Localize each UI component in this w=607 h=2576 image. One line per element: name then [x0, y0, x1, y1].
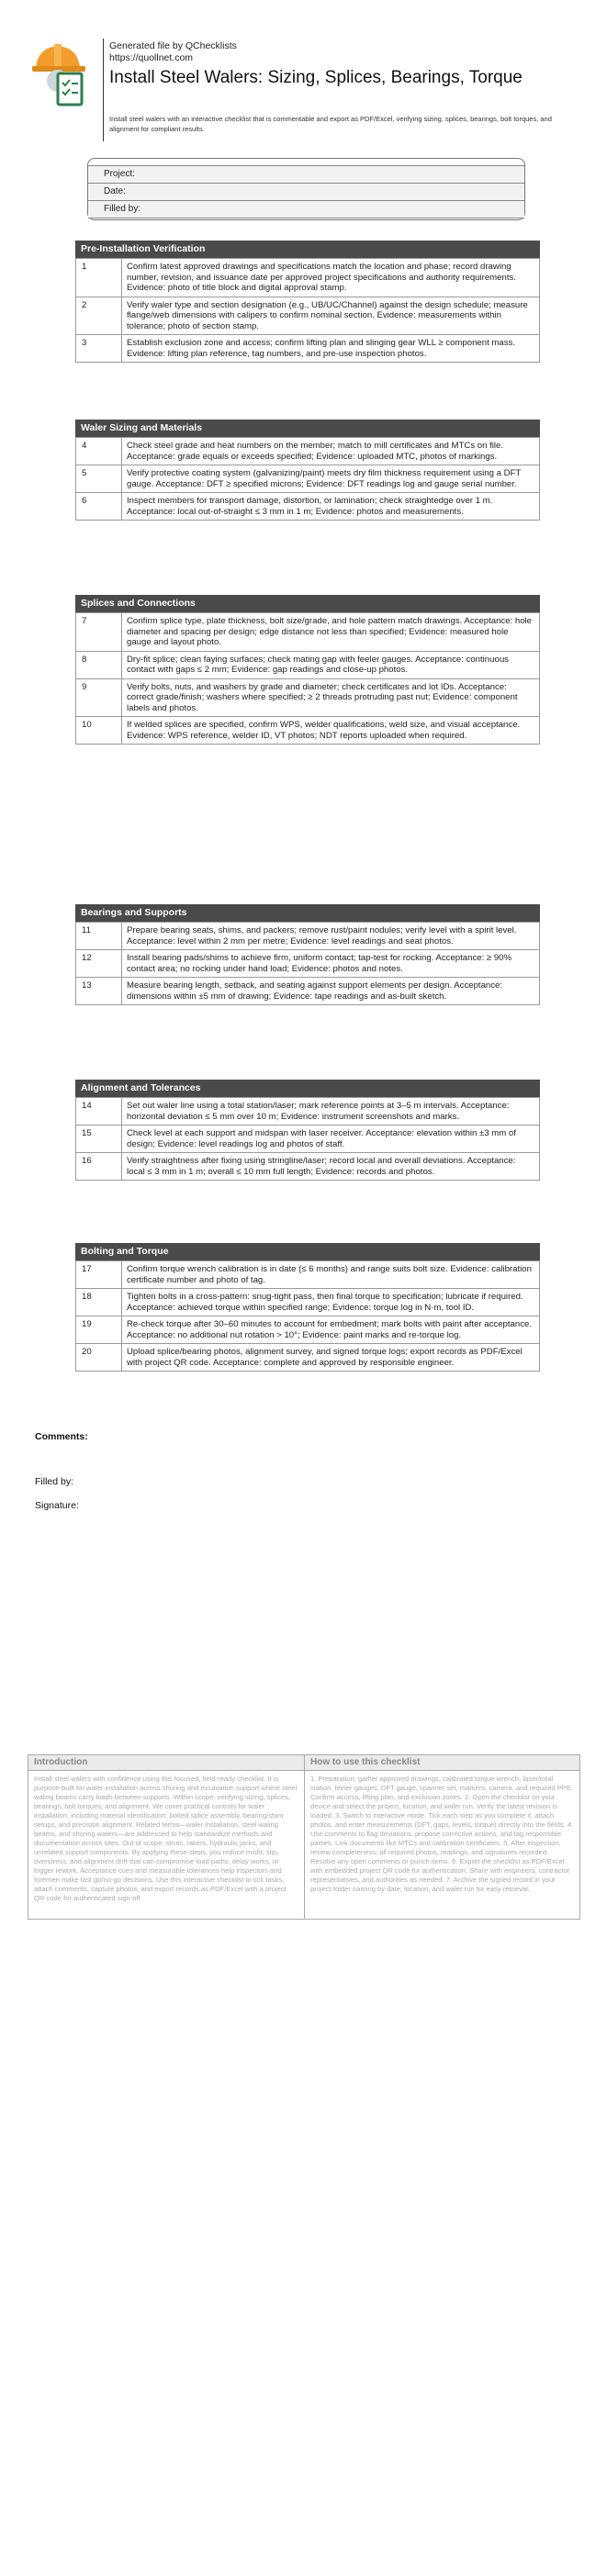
checklist-row[interactable]	[76, 465, 540, 493]
item-number: 17	[76, 1261, 122, 1289]
section-header: Bolting and Torque	[75, 1243, 540, 1260]
checklist-row[interactable]	[76, 1126, 540, 1153]
checklist-section	[75, 241, 540, 363]
item-number: 19	[76, 1316, 122, 1344]
item-text: Confirm torque wrench calibration is in date (≤ 6 months) and range suits bolt size. Evidence: calibration certificate number and photo of tag.	[122, 1261, 540, 1289]
checklist-section	[75, 1080, 540, 1181]
item-text: Verify straightness after fixing using stringline/laser; record local and overall deviations. Acceptance: local ≤ 3 mm in 1 m; overall ≤ 10 mm full length; Evidence: records and photos.	[122, 1153, 540, 1181]
header-divider	[103, 39, 104, 141]
item-text: Measure bearing length, setback, and seating against support elements per design. Acceptance: dimensions within ±5 mm of drawing; Evidence: tape readings and as-built sketch.	[122, 978, 540, 1005]
checklist-row[interactable]	[76, 335, 540, 363]
item-text: Install bearing pads/shims to achieve firm, uniform contact; tap-test for rocking. Acceptance: ≥ 90% contact area; no rocking under hand load; Evidence: photos and notes.	[122, 950, 540, 978]
item-number: 12	[76, 950, 122, 978]
item-number: 9	[76, 678, 122, 717]
item-text: Tighten bolts in a cross-pattern: snug-tight pass, then final torque to specification; lubricate if required. Acceptance: achieved torque within specified range; Evidence: torque log in N·m, tool ID.	[122, 1289, 540, 1316]
checklist-table	[75, 922, 540, 1005]
item-text: Dry-fit splice; clean faying surfaces; check mating gap with feeler gauges. Acceptance: continuous contact with gaps ≤ 2 mm; Evidence: gap readings and close-up photos.	[122, 651, 540, 678]
item-number: 1	[76, 259, 122, 297]
checklist-row[interactable]	[76, 678, 540, 717]
item-number: 11	[76, 923, 122, 950]
item-number: 20	[76, 1344, 122, 1372]
date-label: Date:	[104, 186, 126, 196]
section-header: Pre-Installation Verification	[75, 241, 540, 258]
project-label: Project:	[104, 169, 135, 179]
item-text: Check steel grade and heat numbers on the member; match to mill certificates and MTCs on file. Acceptance: grade equals or exceeds specified; Evidence: uploaded MTC, photos of markings.	[122, 438, 540, 465]
item-text: Set out waler line using a total station/laser; mark reference points at 3–5 m intervals. Acceptance: horizontal deviation ≤ 5 mm over 10 m; Evidence: instrument screenshots and marks.	[122, 1098, 540, 1126]
item-number: 4	[76, 438, 122, 465]
section-header: Alignment and Tolerances	[75, 1080, 540, 1097]
item-number: 3	[76, 335, 122, 363]
page-title: Install Steel Walers: Sizing, Splices, Bearings, Torque	[109, 68, 523, 87]
item-number: 6	[76, 493, 122, 521]
checklist-section	[75, 595, 540, 745]
date-field[interactable]	[88, 183, 524, 201]
item-number: 14	[76, 1098, 122, 1126]
item-text: Establish exclusion zone and access; confirm lifting plan and slinging gear WLL ≥ component mass. Evidence: lifting plan reference, tag numbers, and pre-use inspection photos.	[122, 335, 540, 363]
signature-label: Signature:	[35, 1500, 79, 1511]
checklist-table	[75, 1097, 540, 1181]
item-text: Confirm latest approved drawings and specifications match the location and phase; record drawing number, revision, and issuance date per approved project specifications and authority requirements. Evidence: photo of title block and digital approval stamp.	[122, 259, 540, 297]
item-text: Re-check torque after 30–60 minutes to account for embedment; mark bolts with paint after acceptance. Acceptance: no additional nut rotation > 10°; Evidence: paint marks and re-torque log.	[122, 1316, 540, 1344]
item-text: If welded splices are specified, confirm WPS, welder qualifications, weld size, and visual acceptance. Evidence: WPS reference, welder ID, VT photos; NDT reports uploaded when required.	[122, 717, 540, 745]
checklist-row[interactable]	[76, 1289, 540, 1316]
checklist-table	[75, 1260, 540, 1372]
item-text: Prepare bearing seats, shims, and packers; remove rust/paint nodules; verify level with a spirit level. Acceptance: level within 2 mm per metre; Evidence: level readings and seat photos.	[122, 923, 540, 950]
checklist-row[interactable]	[76, 1261, 540, 1289]
item-number: 7	[76, 613, 122, 652]
item-text: Verify waler type and section designation (e.g., UB/UC/Channel) against the design schedule; measure flange/web dimensions with calipers to confirm nominal section. Evidence: measurements within tolerance; photo of section stamp.	[122, 297, 540, 335]
item-number: 2	[76, 297, 122, 335]
item-text: Upload splice/bearing photos, alignment survey, and signed torque logs; export records as PDF/Excel with project QR code. Acceptance: complete and approved by responsible engineer.	[122, 1344, 540, 1372]
item-number: 15	[76, 1126, 122, 1153]
item-number: 8	[76, 651, 122, 678]
checklist-row[interactable]	[76, 493, 540, 521]
filled-by-info-label: Filled by:	[104, 204, 141, 214]
introduction-column	[28, 1755, 304, 1907]
checklist-row[interactable]	[76, 1153, 540, 1181]
item-text: Verify bolts, nuts, and washers by grade and diameter; check certificates and lot IDs. Acceptance: correct grade/finish; washers where specified; ≥ 2 threads protruding past nut; Evidence: component labels and photos.	[122, 678, 540, 717]
checklist-section	[75, 904, 540, 1005]
checklist-row[interactable]	[76, 438, 540, 465]
item-number: 10	[76, 717, 122, 745]
comments-label: Comments:	[35, 1431, 88, 1442]
item-number: 13	[76, 978, 122, 1005]
item-text: Inspect members for transport damage, distortion, or lamination; check straightedge over 1 m. Acceptance: local out-of-straight ≤ 3 mm in 1 m; Evidence: photos and measurements.	[122, 493, 540, 521]
source-url-link[interactable]: https://quollnet.com	[109, 52, 194, 63]
checklist-section	[75, 420, 540, 521]
project-info-box	[87, 158, 525, 220]
section-header: Splices and Connections	[75, 595, 540, 612]
qchecklists-logo-icon	[30, 40, 89, 106]
checklist-row[interactable]	[76, 923, 540, 950]
checklist-table	[75, 612, 540, 745]
project-field[interactable]	[88, 165, 524, 184]
how-to-text: 1. Preparation: gather approved drawings, calibrated torque wrench, laser/total station, feeler gauges, DFT gauge, spanner set, markers, camera, and required PPE. Confirm access, lifting plan, and exclusion zones. 2. Open the checklist on your device and select the project, location, and waler run. Verify the latest revision is loaded. 3. Switch to interactive mode. Tick each step as you complete it, attach photos, and enter measurements (DFT, gaps, levels, torque) directly into the fields. 4. Use comments to flag deviations, propose corrective actions, and tag responsible parties. Link documents like MTCs and calibration certificates. 5. After inspection, review completeness: all required photos, readings, and signatures recorded. Resolve any open comments or punch items. 6. Export the checklist as PDF/Excel with embedded project QR code for authentication. Share with engineers, contractor representatives, and authorities as needed. 7. Archive the signed record in your project folder naming by date, location, and waler run for easy retrieval.	[310, 1775, 574, 1893]
item-number: 18	[76, 1289, 122, 1316]
checklist-row[interactable]	[76, 950, 540, 978]
checklist-table	[75, 437, 540, 521]
checklist-row[interactable]	[76, 651, 540, 678]
checklist-row[interactable]	[76, 717, 540, 745]
checklist-row[interactable]	[76, 978, 540, 1005]
filled-by-field[interactable]	[88, 200, 524, 218]
introduction-heading: Introduction	[28, 1755, 304, 1771]
section-header: Bearings and Supports	[75, 904, 540, 922]
checklist-row[interactable]	[76, 259, 540, 297]
checklist-row[interactable]	[76, 1316, 540, 1344]
checklist-table	[75, 258, 540, 363]
checklist-row[interactable]	[76, 1098, 540, 1126]
how-to-heading: How to use this checklist	[305, 1755, 579, 1771]
document-header	[30, 33, 581, 141]
section-header: Waler Sizing and Materials	[75, 420, 540, 437]
checklist-row[interactable]	[76, 1344, 540, 1372]
footer-info-panel	[28, 1754, 580, 1920]
item-text: Confirm splice type, plate thickness, bolt size/grade, and hole pattern match drawings. Acceptance: hole diameter and spacing per design; edge distance not less than specified; Evidence: measured hole gauge and layout photo.	[122, 613, 540, 652]
introduction-text: Install steel walers with confidence using this focused, field-ready checklist. It is purpose-built for waler installation across shoring and excavation support where steel waling beams carry loads between supports. Within scope: verifying sizing, splices, bearings, bolt torques, and alignment. We cover practical controls for waler installation, including material identification, bolted splice assembly, bearing/shim setups, and precision alignment. Related terms—waler installation, steel waling beams, and shoring waters—are addressed to help standardize methods and documentation across sites. Out of scope: struts, rakers, hydraulic jacks, and unrelated support components. By applying these steps, you reduce misfit, slip, overstress, and alignment drift that can compromise load paths, delay works, or trigger rework. Acceptance cues and measurable tolerances help inspectors and foremen make fast go/no-go decisions. Use this interactive checklist to tick tasks, attach comments, capture photos, and export records as PDF/Excel with a project QR code for authenticated sign-off.	[34, 1775, 298, 1902]
checklist-section	[75, 1243, 540, 1372]
generated-by-text: Generated file by QChecklists	[109, 40, 237, 51]
item-text: Check level at each support and midspan with laser receiver. Acceptance: elevation within ±3 mm of design; Evidence: level readings log and photos of staff.	[122, 1126, 540, 1153]
checklist-row[interactable]	[76, 613, 540, 652]
filled-by-label: Filled by:	[35, 1476, 74, 1487]
page-subtitle: Install steel walers with an interactive checklist that is commentable and export as PDF/Excel, verifying sizing, splices, bearings, bolt torques, and alignment for compliant results.	[109, 115, 552, 133]
how-to-column	[305, 1755, 579, 1898]
checklist-row[interactable]	[76, 297, 540, 335]
item-number: 16	[76, 1153, 122, 1181]
item-text: Verify protective coating system (galvanizing/paint) meets dry film thickness requirement using a DFT gauge. Acceptance: DFT ≥ specified microns; Evidence: DFT readings log and gauge serial number.	[122, 465, 540, 493]
item-number: 5	[76, 465, 122, 493]
